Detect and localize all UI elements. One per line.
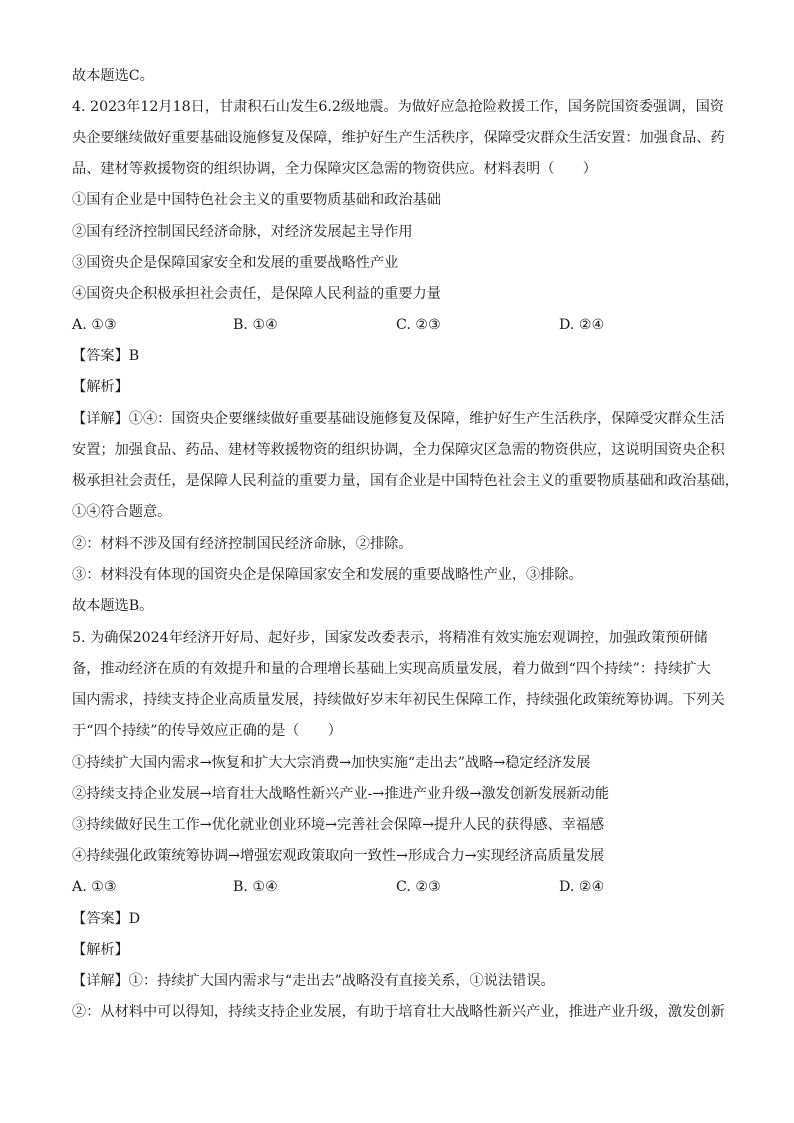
q4-detail-line-4: ①④符合题意。 — [72, 504, 172, 520]
q5-option-c: C. ②③ — [396, 879, 441, 895]
q4-stem-line-1: 4. 2023年12月18日，甘肃积石山发生6.2级地震。为做好应急抢险救援工作，国务院国资委强调，国资 — [72, 99, 724, 115]
q4-detail-line-2: 安置；加强食品、药品、建材等救援物资的组织协调，全力保障灾区急需的物资供应，这说明国资央企积 — [72, 442, 725, 458]
q5-stem-line-4: 于“四个持续”的传导效应正确的是（ ） — [72, 723, 342, 739]
q5-analysis-label: 【解析】 — [72, 942, 129, 958]
q5-statement-1: ①持续扩大国内需求→恢复和扩大大宗消费→加快实施“走出去”战略→稳定经济发展 — [72, 755, 591, 771]
q4-statement-4: ④国资央企积极承担社会责任，是保障人民利益的重要力量 — [72, 286, 441, 302]
q5-option-b: B. ①④ — [233, 879, 278, 895]
q5-statement-2: ②持续支持企业发展→培育壮大战略性新兴产业-→推进产业升级→激发创新发展新动能 — [72, 786, 610, 802]
q4-option-a: A. ①③ — [72, 317, 117, 333]
q5-stem-line-1: 5. 为确保2024年经济开好局、起好步，国家发改委表示，将精准有效实施宏观调控，加强政策预研储 — [72, 630, 708, 646]
q5-option-a: A. ①③ — [72, 879, 117, 895]
q5-stem-line-3: 国内需求，持续支持企业高质量发展，持续做好岁末年初民生保障工作，持续强化政策统筹协调。下列关 — [72, 692, 725, 708]
q4-detail-line-1: 【详解】①④：国资央企要继续做好重要基础设施修复及保障，维护好生产生活秩序，保障受灾群众生活 — [72, 411, 725, 427]
q4-statement-3: ③国资央企是保障国家安全和发展的重要战略性产业 — [72, 255, 399, 271]
q4-option-c: C. ②③ — [396, 317, 441, 333]
q4-detail-line-3: 极承担社会责任，是保障人民利益的重要力量，国有企业是中国特色社会主义的重要物质基础和政治基础， — [72, 473, 739, 489]
q4-statement-2: ②国有经济控制国民经济命脉，对经济发展起主导作用 — [72, 224, 413, 240]
q5-answer: 【答案】D — [72, 911, 141, 927]
q4-analysis-label: 【解析】 — [72, 379, 129, 395]
q5-statement-4: ④持续强化政策统筹协调→增强宏观政策取向一致性→形成合力→实现经济高质量发展 — [72, 848, 605, 864]
q4-option-d: D. ②④ — [559, 317, 605, 333]
q5-statement-3: ③持续做好民生工作→优化就业创业环境→完善社会保障→提升人民的获得感、幸福感 — [72, 817, 605, 833]
q5-detail-line-1: 【详解】①：持续扩大国内需求与“走出去”战略没有直接关系，①说法错误。 — [72, 973, 555, 989]
q4-answer: 【答案】B — [72, 348, 140, 364]
prev-conclusion: 故本题选C。 — [72, 68, 154, 84]
q4-stem-line-3: 品、建材等救援物资的组织协调，全力保障灾区急需的物资供应。材料表明（ ） — [72, 161, 597, 177]
q4-option-b: B. ①④ — [233, 317, 278, 333]
q4-statement-1: ①国有企业是中国特色社会主义的重要物质基础和政治基础 — [72, 192, 441, 208]
q4-conclusion: 故本题选B。 — [72, 598, 154, 614]
q5-stem-line-2: 备，推动经济在质的有效提升和量的合理增长基础上实现高质量发展，着力做到“四个持续”：持续扩大 — [72, 661, 711, 677]
q5-detail-line-2: ②：从材料中可以得知，持续支持企业发展，有助于培育壮大战略性新兴产业，推进产业升级，激发创新 — [72, 1004, 725, 1020]
q5-option-d: D. ②④ — [559, 879, 605, 895]
q4-detail-line-6: ③：材料没有体现的国资央企是保障国家安全和发展的重要战略性产业，③排除。 — [72, 567, 583, 583]
q4-stem-line-2: 央企要继续做好重要基础设施修复及保障，维护好生产生活秩序，保障受灾群众生活安置：加强食品、药 — [72, 130, 725, 146]
q4-detail-line-5: ②：材料不涉及国有经济控制国民经济命脉，②排除。 — [72, 536, 413, 552]
